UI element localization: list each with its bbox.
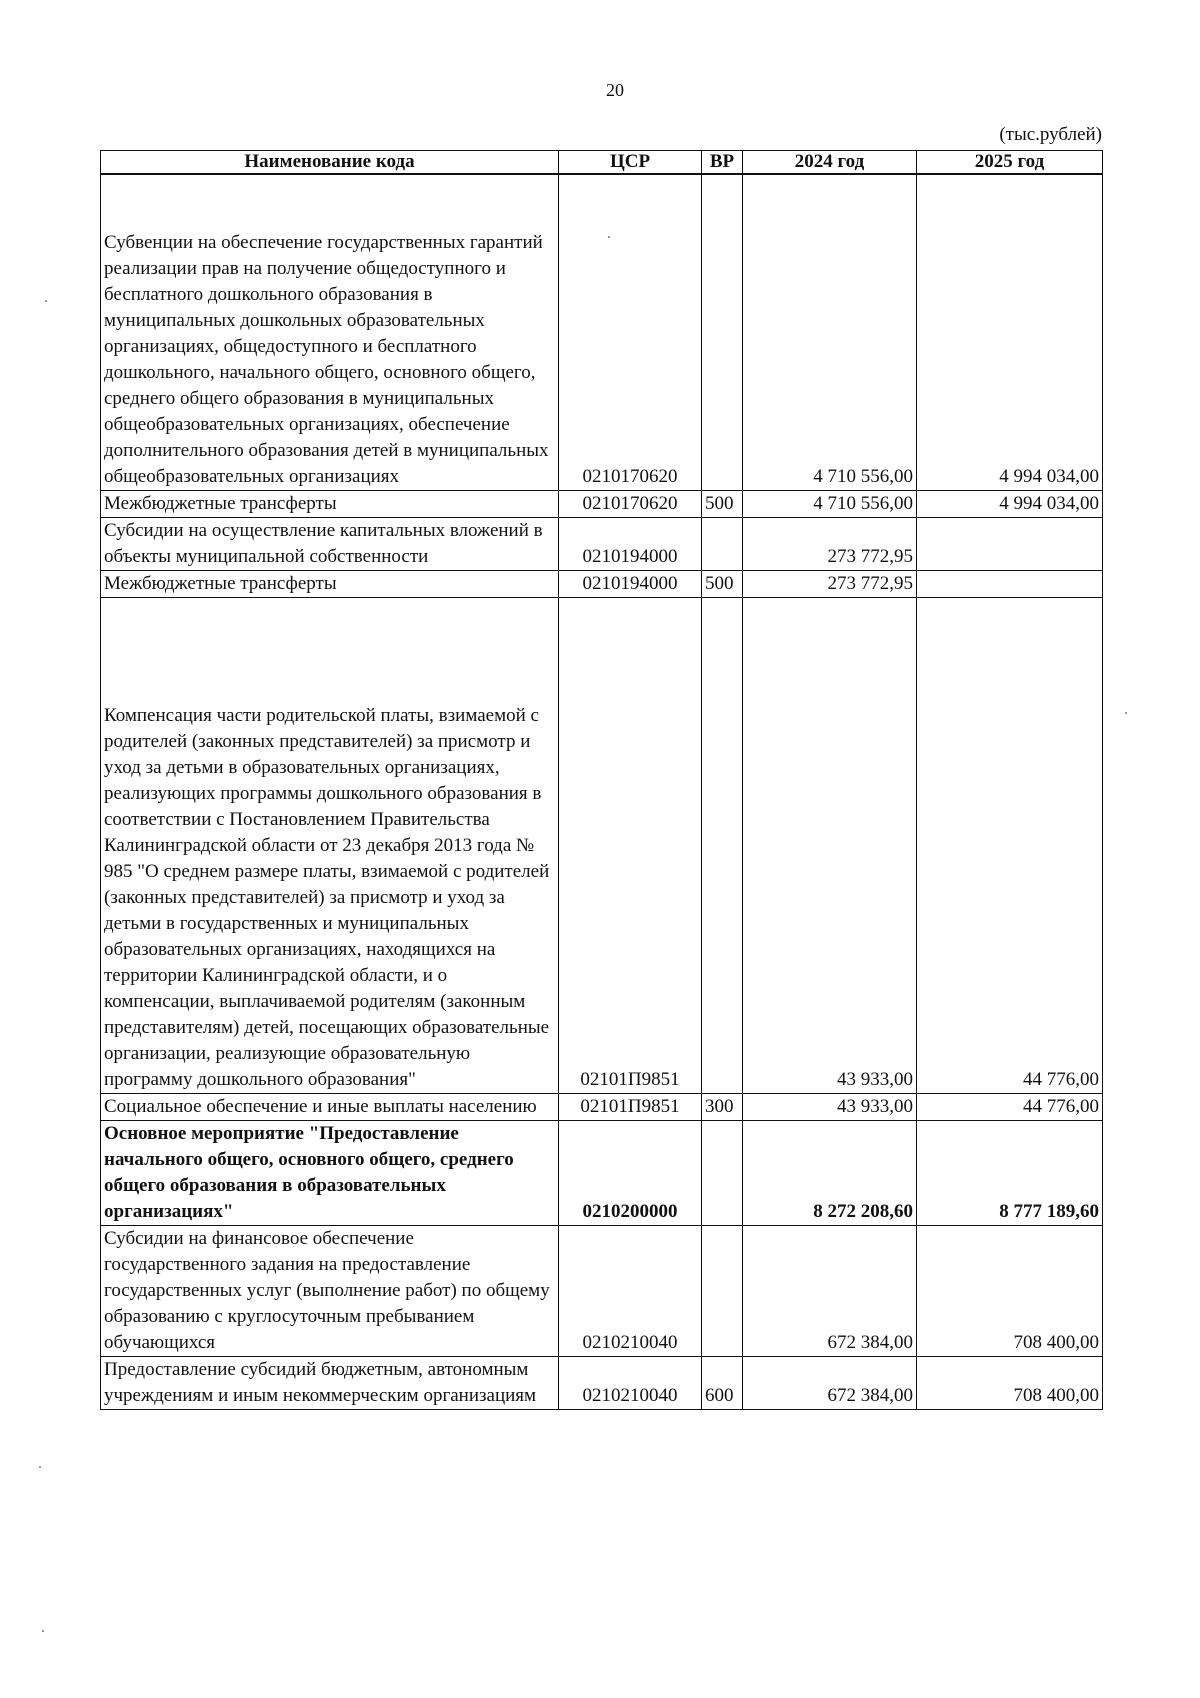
row-2025: 44 776,00: [917, 597, 1103, 1093]
table-row: [101, 597, 1103, 1093]
header-2025: 2025 год: [917, 151, 1103, 175]
header-vr: ВР: [702, 151, 743, 175]
row-vr: [702, 1225, 743, 1356]
row-2024: 672 384,00: [743, 1356, 917, 1409]
header-2024: 2024 год: [743, 151, 917, 175]
row-vr: [702, 1120, 743, 1225]
row-2024: 43 933,00: [743, 597, 917, 1093]
scan-speck: [608, 236, 610, 238]
row-2025: 708 400,00: [917, 1356, 1103, 1409]
row-name: Компенсация части родительской платы, взимаемой с родителей (законных представителей) за присмотр и уход за детьми в образовательных организациях, реализующих программы дошкольного образования в соответствии с Постановлением Правительства Калининградской области от 23 декабря 2013 года № 985 "О среднем размере платы, взимаемой с родителей (законных представителей) за присмотр и уход за детьми в государственных и муниципальных образовательных организациях, находящихся на территории Калининградской области, и о компенсации, выплачиваемой родителям (законным представителям) детей, посещающих образовательные организации, реализующие образовательную программу дошкольного образования": [101, 597, 559, 1093]
row-name: Основное мероприятие "Предоставление начального общего, основного общего, среднего общего образования в образовательных организациях": [101, 1120, 559, 1225]
header-csr: ЦСР: [559, 151, 702, 175]
table-row: [101, 1225, 1103, 1356]
row-csr: 0210170620: [559, 490, 702, 517]
row-2024: 4 710 556,00: [743, 174, 917, 490]
row-csr: 0210194000: [559, 517, 702, 570]
row-vr: [702, 174, 743, 490]
scan-speck: [39, 1466, 41, 1468]
row-vr: 500: [702, 570, 743, 597]
units-label: (тыс.рублей): [999, 124, 1102, 145]
row-2025: [917, 517, 1103, 570]
scan-speck: [1125, 712, 1127, 714]
table-row: [101, 1120, 1103, 1225]
row-2025: [917, 570, 1103, 597]
row-name: Социальное обеспечение и иные выплаты населению: [101, 1093, 559, 1120]
row-csr: 0210200000: [559, 1120, 702, 1225]
row-name: Субсидии на осуществление капитальных вложений в объекты муниципальной собственности: [101, 517, 559, 570]
header-name: Наименование кода: [101, 151, 559, 175]
row-2025: 4 994 034,00: [917, 490, 1103, 517]
row-csr: 02101П9851: [559, 597, 702, 1093]
row-2025: 708 400,00: [917, 1225, 1103, 1356]
table-row: [101, 174, 1103, 490]
table-row: [101, 517, 1103, 570]
row-2025: 4 994 034,00: [917, 174, 1103, 490]
row-name: Предоставление субсидий бюджетным, автономным учреждениям и иным некоммерческим организациям: [101, 1356, 559, 1409]
row-csr: 0210170620: [559, 174, 702, 490]
row-csr: 02101П9851: [559, 1093, 702, 1120]
row-vr: [702, 517, 743, 570]
table-row: [101, 490, 1103, 517]
row-2025: 44 776,00: [917, 1093, 1103, 1120]
table-row: [101, 1356, 1103, 1409]
row-name: Субвенции на обеспечение государственных гарантий реализации прав на получение общедоступного и бесплатного дошкольного образования в муниципальных дошкольных образовательных организациях, общедоступного и бесплатного дошкольного, начального общего, основного общего, среднего общего образования в муниципальных общеобразовательных организациях, обеспечение дополнительного образования детей в муниципальных общеобразовательных организациях: [101, 174, 559, 490]
page-number: 20: [606, 80, 624, 100]
table-row: [101, 1093, 1103, 1120]
row-name: Межбюджетные трансферты: [101, 570, 559, 597]
table-header-row: [101, 151, 1103, 175]
row-name: Межбюджетные трансферты: [101, 490, 559, 517]
row-vr: 500: [702, 490, 743, 517]
row-name: Субсидии на финансовое обеспечение государственного задания на предоставление государственных услуг (выполнение работ) по общему образованию с круглосуточным пребыванием обучающихся: [101, 1225, 559, 1356]
row-2024: 43 933,00: [743, 1093, 917, 1120]
row-2024: 4 710 556,00: [743, 490, 917, 517]
row-vr: 600: [702, 1356, 743, 1409]
row-2024: 672 384,00: [743, 1225, 917, 1356]
row-csr: 0210194000: [559, 570, 702, 597]
budget-table: [100, 150, 1103, 1410]
row-2024: 8 272 208,60: [743, 1120, 917, 1225]
row-2024: 273 772,95: [743, 570, 917, 597]
row-2024: 273 772,95: [743, 517, 917, 570]
row-vr: 300: [702, 1093, 743, 1120]
table-row: [101, 570, 1103, 597]
row-vr: [702, 597, 743, 1093]
scan-speck: [42, 1630, 44, 1632]
scan-speck: [45, 300, 47, 302]
row-2025: 8 777 189,60: [917, 1120, 1103, 1225]
row-csr: 0210210040: [559, 1356, 702, 1409]
row-csr: 0210210040: [559, 1225, 702, 1356]
